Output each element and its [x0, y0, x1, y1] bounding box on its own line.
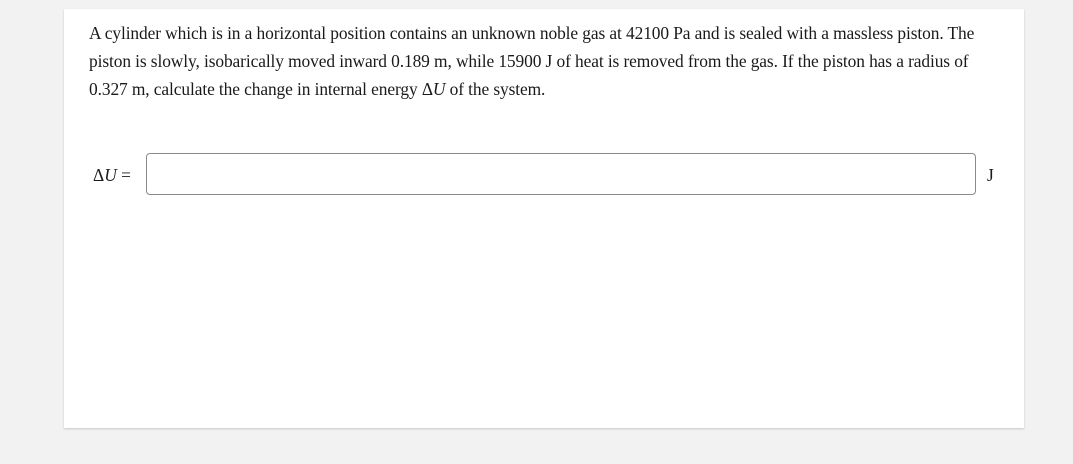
question-text-after: of the system.	[445, 79, 546, 99]
question-text	[89, 19, 1004, 103]
unit-label: J	[987, 165, 994, 185]
delta-u-symbol: ΔU	[421, 79, 446, 99]
answer-label: ΔU =	[93, 165, 131, 185]
answer-row	[93, 153, 998, 197]
question-text-before: A cylinder which is in a horizontal position contains an unknown noble gas at 42100 Pa and is sealed with a massless piston. The piston is slowly, isobarically moved inward 0.189 m, while 15900 J of heat is removed from the gas. If the piston has a radius of 0.327 m, calculate the change in internal energy	[89, 23, 975, 99]
answer-input[interactable]	[146, 153, 976, 195]
question-card	[64, 9, 1024, 428]
